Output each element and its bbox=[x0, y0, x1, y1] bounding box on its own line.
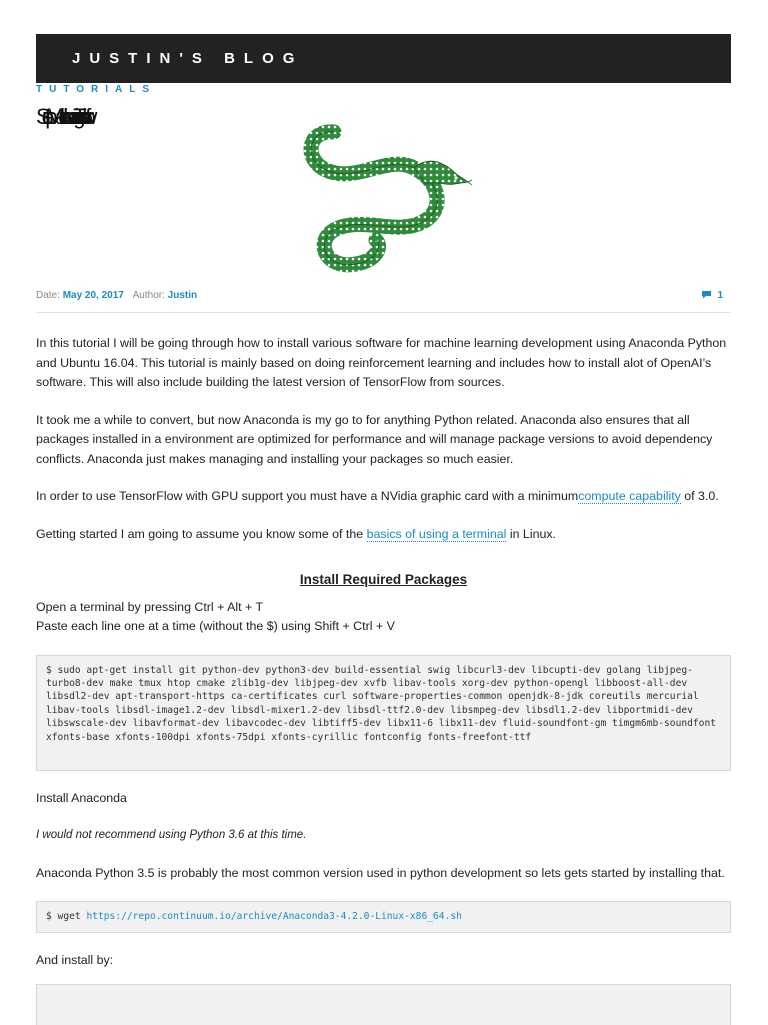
code-block-install[interactable] bbox=[36, 984, 731, 1025]
compute-capability-link[interactable]: compute capability bbox=[578, 489, 681, 503]
comment-count: 1 bbox=[717, 290, 723, 301]
anaconda-download-link[interactable]: https://repo.continuum.io/archive/Anaconda3-4.2.0-Linux-x86_64.sh bbox=[86, 911, 462, 923]
comments-link[interactable] bbox=[701, 290, 723, 301]
author-link[interactable]: Justin bbox=[167, 290, 198, 301]
python-snake-image bbox=[296, 124, 472, 274]
anaconda-paragraph: It took me a while to convert, but now Anaconda is my go to for anything Python related. Anaconda also ensures that all packages installed in a environment are optimized for performance and will manage package versions to avoid dependency conflicts. Anaconda just makes managing and installing your packages so much easier. bbox=[36, 412, 713, 466]
section-heading: Install Required Packages bbox=[299, 572, 468, 587]
gpu-paragraph bbox=[36, 487, 731, 507]
date-link[interactable]: May 20, 2017 bbox=[62, 290, 124, 301]
getting-started-paragraph bbox=[36, 525, 731, 545]
code-block-packages[interactable]: $ sudo apt-get install git python-dev python3-dev build-essential swig libcurl3-dev libcupti-dev golang libjpeg-turbo8-dev make tmux htop cmake zlib1g-dev libjpeg-dev xvfb libav-tools xorg-dev python-opengl libboost-all-dev libsdl2-dev apt-transport-https ca-certificates curl software-properties-common openjdk-8-jdk coreutils mercurial libav-tools libsdl-image1.2-dev libsdl-mixer1.2-dev libsdl-ttf2.0-dev libsmpeg-dev libsdl1.2-dev libportmidi-dev libswscale-dev libavformat-dev libavcodec-dev libtiff5-dev libx11-6 libx11-dev fluid-soundfont-gm timgm6mb-soundfont xfonts-base xfonts-100dpi xfonts-75dpi xfonts-cyrillic fontconfig fonts-freefont-ttf bbox=[36, 655, 731, 771]
post-content bbox=[36, 334, 731, 988]
anaconda-version-text: Anaconda Python 3.5 is probably the most common version used in python development so lets gets started by installing that. bbox=[36, 865, 725, 880]
install-anaconda-text: Install Anaconda bbox=[36, 790, 127, 805]
terminal-line-2: Paste each line one at a time (without the $) using Shift + Ctrl + V bbox=[36, 619, 395, 633]
start-suffix: in Linux. bbox=[506, 526, 556, 541]
post-title: Setup Machine Learning Tensorflow bbox=[36, 104, 89, 129]
terminal-instructions bbox=[36, 598, 731, 637]
site-title[interactable]: JUSTIN'S BLOG bbox=[72, 50, 304, 67]
category-link[interactable]: TUTORIALS bbox=[36, 84, 157, 95]
date-label: Date: bbox=[36, 290, 60, 301]
wget-command: $ wget bbox=[46, 911, 87, 923]
post-meta bbox=[36, 290, 731, 313]
terminal-basics-link[interactable]: basics of using a terminal bbox=[366, 526, 507, 541]
recommendation-text: I would not recommend using Python 3.6 at this time. bbox=[36, 829, 307, 842]
terminal-line-1: Open a terminal by pressing Ctrl + Alt + T bbox=[36, 599, 264, 614]
code-block-wget[interactable] bbox=[36, 901, 731, 932]
site-header bbox=[36, 34, 731, 83]
install-by-text: And install by: bbox=[36, 952, 114, 967]
intro-paragraph: In this tutorial I will be going through how to install various software for machine learning development using Anaconda Python and Ubuntu 16.04. This tutorial is mainly based on doing reinforcement learning and includes how to install alot of OpenAI’s software. This will also include building the latest version of TensorFlow from sources. bbox=[36, 336, 727, 389]
author-label: Author: bbox=[132, 290, 165, 301]
comment-icon bbox=[701, 290, 718, 301]
start-text: Getting started I am going to assume you know some of the bbox=[36, 526, 367, 541]
gpu-suffix: of 3.0. bbox=[680, 489, 719, 503]
gpu-text: In order to use TensorFlow with GPU support you must have a NVidia graphic card with a minimum bbox=[36, 489, 579, 503]
